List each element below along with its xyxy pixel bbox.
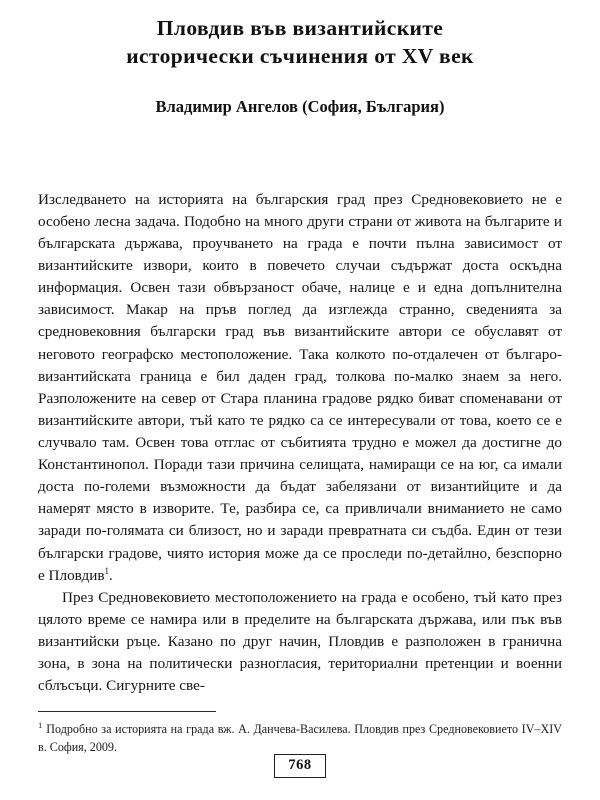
article-body xyxy=(38,189,562,698)
page-number-container xyxy=(0,754,600,778)
article-title xyxy=(38,14,562,71)
title-line-1: Пловдив във византийските xyxy=(156,16,444,40)
title-line-2: исторически съчинения от XV век xyxy=(126,44,474,69)
footnote-marker: 1 xyxy=(38,720,43,731)
footnote-reference: 1 xyxy=(104,565,109,576)
paragraph-1-text: Изследването на историята на българския град през Средновековието не е особено лесна задача. Подобно на много други страни от живота на българите и българската държава, проучването на града е почти пълна зависимост от византийските извори, които в повечето случаи съдържат доста оскъдна информация. Освен тази обвързаност обаче, налице е и една допълнителна зависимост. Макар на пръв поглед да изглежда странно, сведенията за средновековния български град във византийските автори се обуславят от неговото географско местоположение. Така колкото по-отдалечен от българо-византийската граница е бил даден град, толкова по-малко знаем за него. Разположените на север от Стара планина градове рядко биват споменавани от византийските автори, тъй като те рядко са се интересували от това, което се е случвало там. Освен това отглас от събитията трудно е можел да достигне до Константинопол. Поради тази причина селищата, намиращи се на юг, са имали доста по-големи възможности да бъдат забелязани от византийците и да намерят място в изворите. Те, разбира се, са привличали вниманието не само заради по-голямата си близост, но и заради превратната си съдба. Един от тези български градове, чиято история може да се проследи по-детайлно, безспорно е Пловдив xyxy=(38,190,562,584)
paragraph-2: През Средновековието местоположението на града е особено, тъй като през цялото време се намира или в пределите на българската държава, или пък във византийски ръце. Казано по друг начин, Пловдив е разположен в гранична зона, в зона на политически разногласия, териториални претенции и военни сблъсъци. Сигурните све- xyxy=(38,588,562,695)
footnote-text: Подробно за историята на града вж. А. Данчева-Василева. Пловдив през Средновековието IV–XIV в. София, 2009. xyxy=(38,722,562,754)
article-author: Владимир Ангелов (София, България) xyxy=(155,96,445,116)
footnote-separator xyxy=(38,711,216,712)
page-number: 768 xyxy=(274,754,325,778)
paragraph-1: Изследването на историята на българския град през Средновековието не е особено лесна задача. Подобно на много други страни от живота на българите и българската държава, проучването на града е почти пълна зависимост от византийските извори, които в повечето случаи съдържат доста оскъдна информация. Освен тази обвързаност обаче, налице е и една допълнителна зависимост. Макар на пръв поглед да изглежда странно, сведенията за средновековния български град във византийските автори се обуславят от неговото географско местоположение. Така колкото по-отдалечен от българо-византийската граница е бил даден град, толкова по-малко знаем за него. Разположените на север от Стара планина градове рядко биват споменавани от византийските автори, тъй като те рядко са се интересували от това, което се е случвало там. Освен това отглас от събитията трудно е можел да достигне до Константинопол. Поради тази причина селищата, намиращи се на юг, са имали доста по-големи възможности да бъдат забелязани от византийците и да намерят място в изворите. Те, разбира се, са привличали вниманието не само заради по-голямата си близост, но и заради превратната си съдба. Един от тези български градове, чиято история може да се проследи по-детайлно, безспорно е Пловдив$^1$. xyxy=(38,190,562,584)
footnote xyxy=(38,719,562,756)
